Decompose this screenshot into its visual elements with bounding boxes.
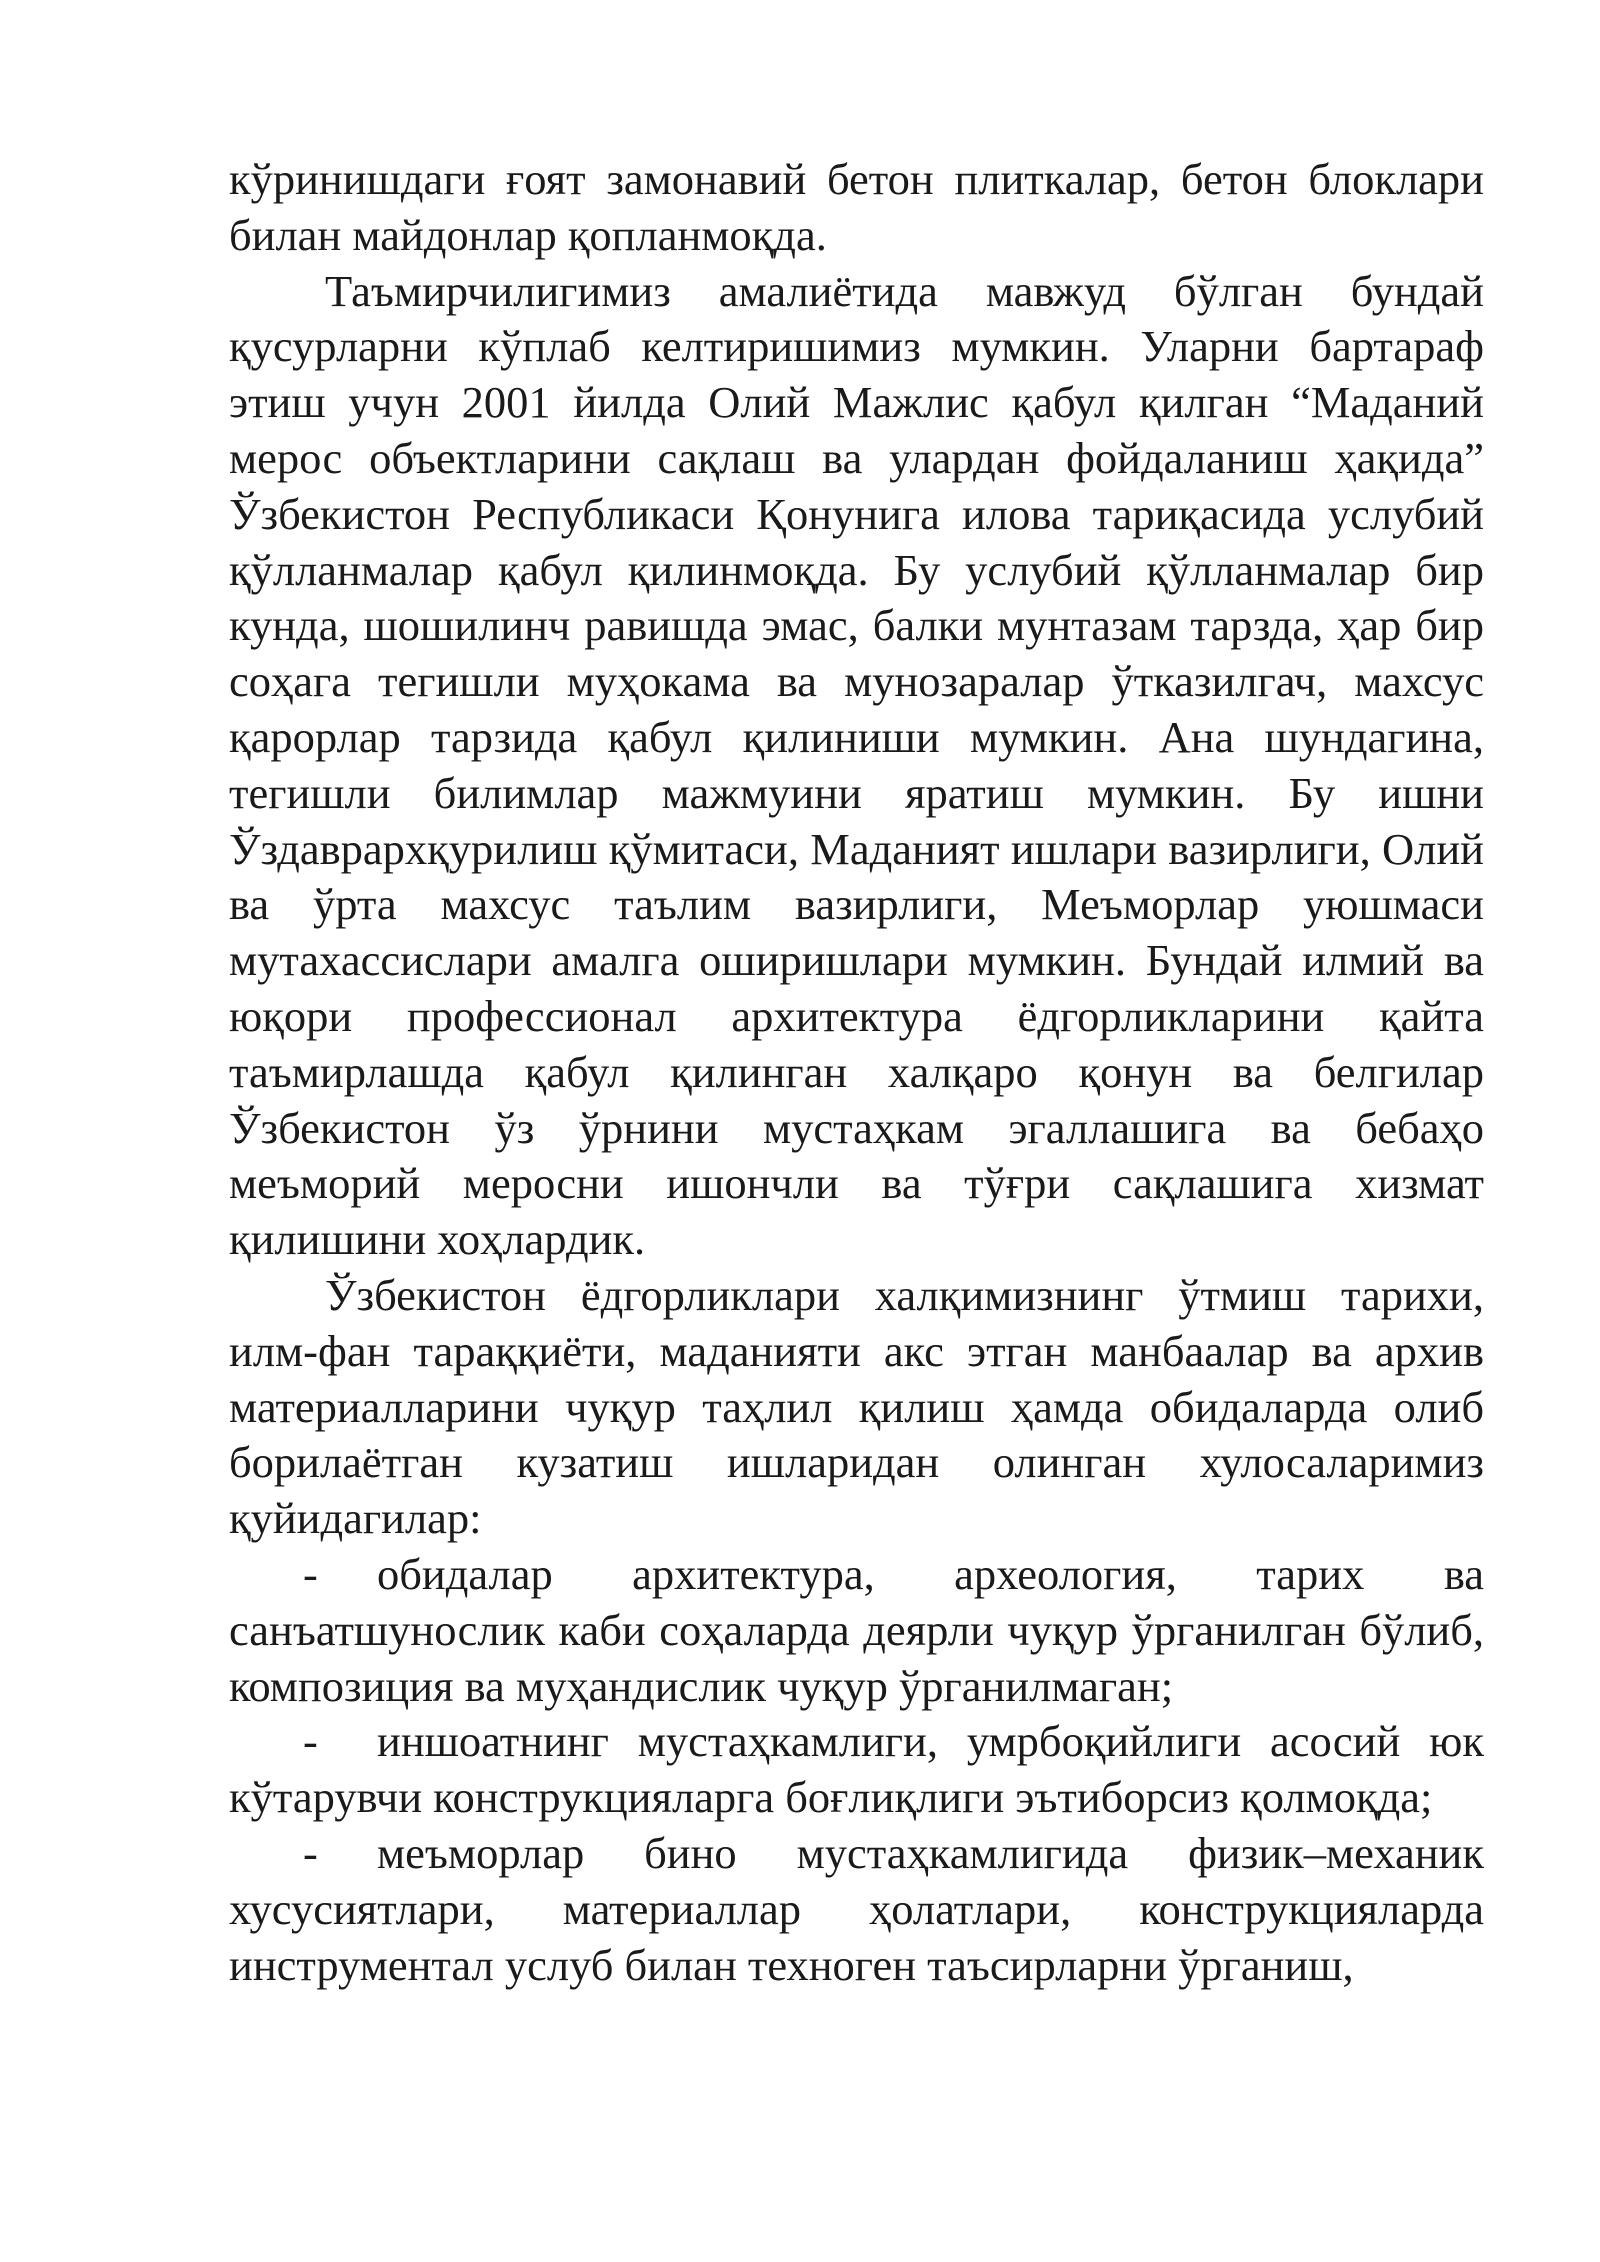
list-item [229,1714,1484,1826]
list-dash: - [303,1827,318,1878]
list-dash: - [303,1548,318,1599]
paragraph-restoration-shortcomings: Таъмирчилигимиз амалиётида мавжуд бўлган бундай қусурларни кўплаб келтиришимиз мумкин. Уларни бартараф этиш учун 2001 йилда Олий Мажлис қабул қилган “Маданий мерос объектларини сақлаш ва улардан фойдаланиш ҳақида” Ўзбекистон Республикаси Қонунига илова тариқасида услубий қўлланмалар қабул қилинмоқда. Бу услубий қўлланмалар бир кунда, шошилинч равишда эмас, балки мунтазам тарзда, ҳар бир соҳага тегишли муҳокама ва мунозаралар ўтказилгач, махсус қарорлар тарзида қабул қилиниши мумкин. Ана шундагина, тегишли билимлар мажмуини яратиш мумкин. Бу ишни Ўздаврархқурилиш қўмитаси, Маданият ишлари вазирлиги, Олий ва ўрта махсус таълим вазирлиги, Меъморлар уюшмаси мутахассислари амалга оширишлари мумкин. Бундай илмий ва юқори профессионал архитектура ёдгорликларини қайта таъмирлашда қабул қилинган халқаро қонун ва белгилар Ўзбекистон ўз ўрнини мустаҳкам эгаллашига ва бебаҳо меъморий меросни ишончли ва тўғри сақлашига хизмат қилишини хоҳлардик. [229,265,1484,1265]
list-item-text: иншоатнинг мустаҳкамлиги, умрбоқийлиги асосий юк кўтарувчи конструкцияларга боғлиқлиги эътиборсиз қолмоқда; [229,1716,1484,1823]
paragraph-conclusions-intro: Ўзбекистон ёдгорликлари халқимизнинг ўтмиш тарихи, илм-фан тараққиёти, маданияти акс этган манбаалар ва архив материалларини чуқур таҳлил қилиш ҳамда обидаларда олиб борилаётган кузатиш ишларидан олинган хулосаларимиз қуйидагилар: [229,1269,1484,1544]
list-dash: - [303,1716,318,1767]
list-item-text: меъморлар бино мустаҳкамлигида физик–механик хусусиятлари, материаллар ҳолатлари, конструкцияларда инструментал услуб билан техноген таъсирларни ўрганиш, [229,1827,1484,1990]
list-item [229,1826,1484,1993]
list-item [229,1547,1484,1714]
paragraph-continuation: кўринишдаги ғоят замонавий бетон плиткалар, бетон блоклари билан майдонлар қопланмоқда. [229,154,1484,260]
conclusions-list [229,1547,1484,1993]
list-item-text: обидалар архитектура, археология, тарих ва санъатшунослик каби соҳаларда деярли чуқур ўрганилган бўлиб, композиция ва муҳандислик чуқур ўрганилмаган; [229,1548,1484,1711]
document-page [229,152,1484,1993]
